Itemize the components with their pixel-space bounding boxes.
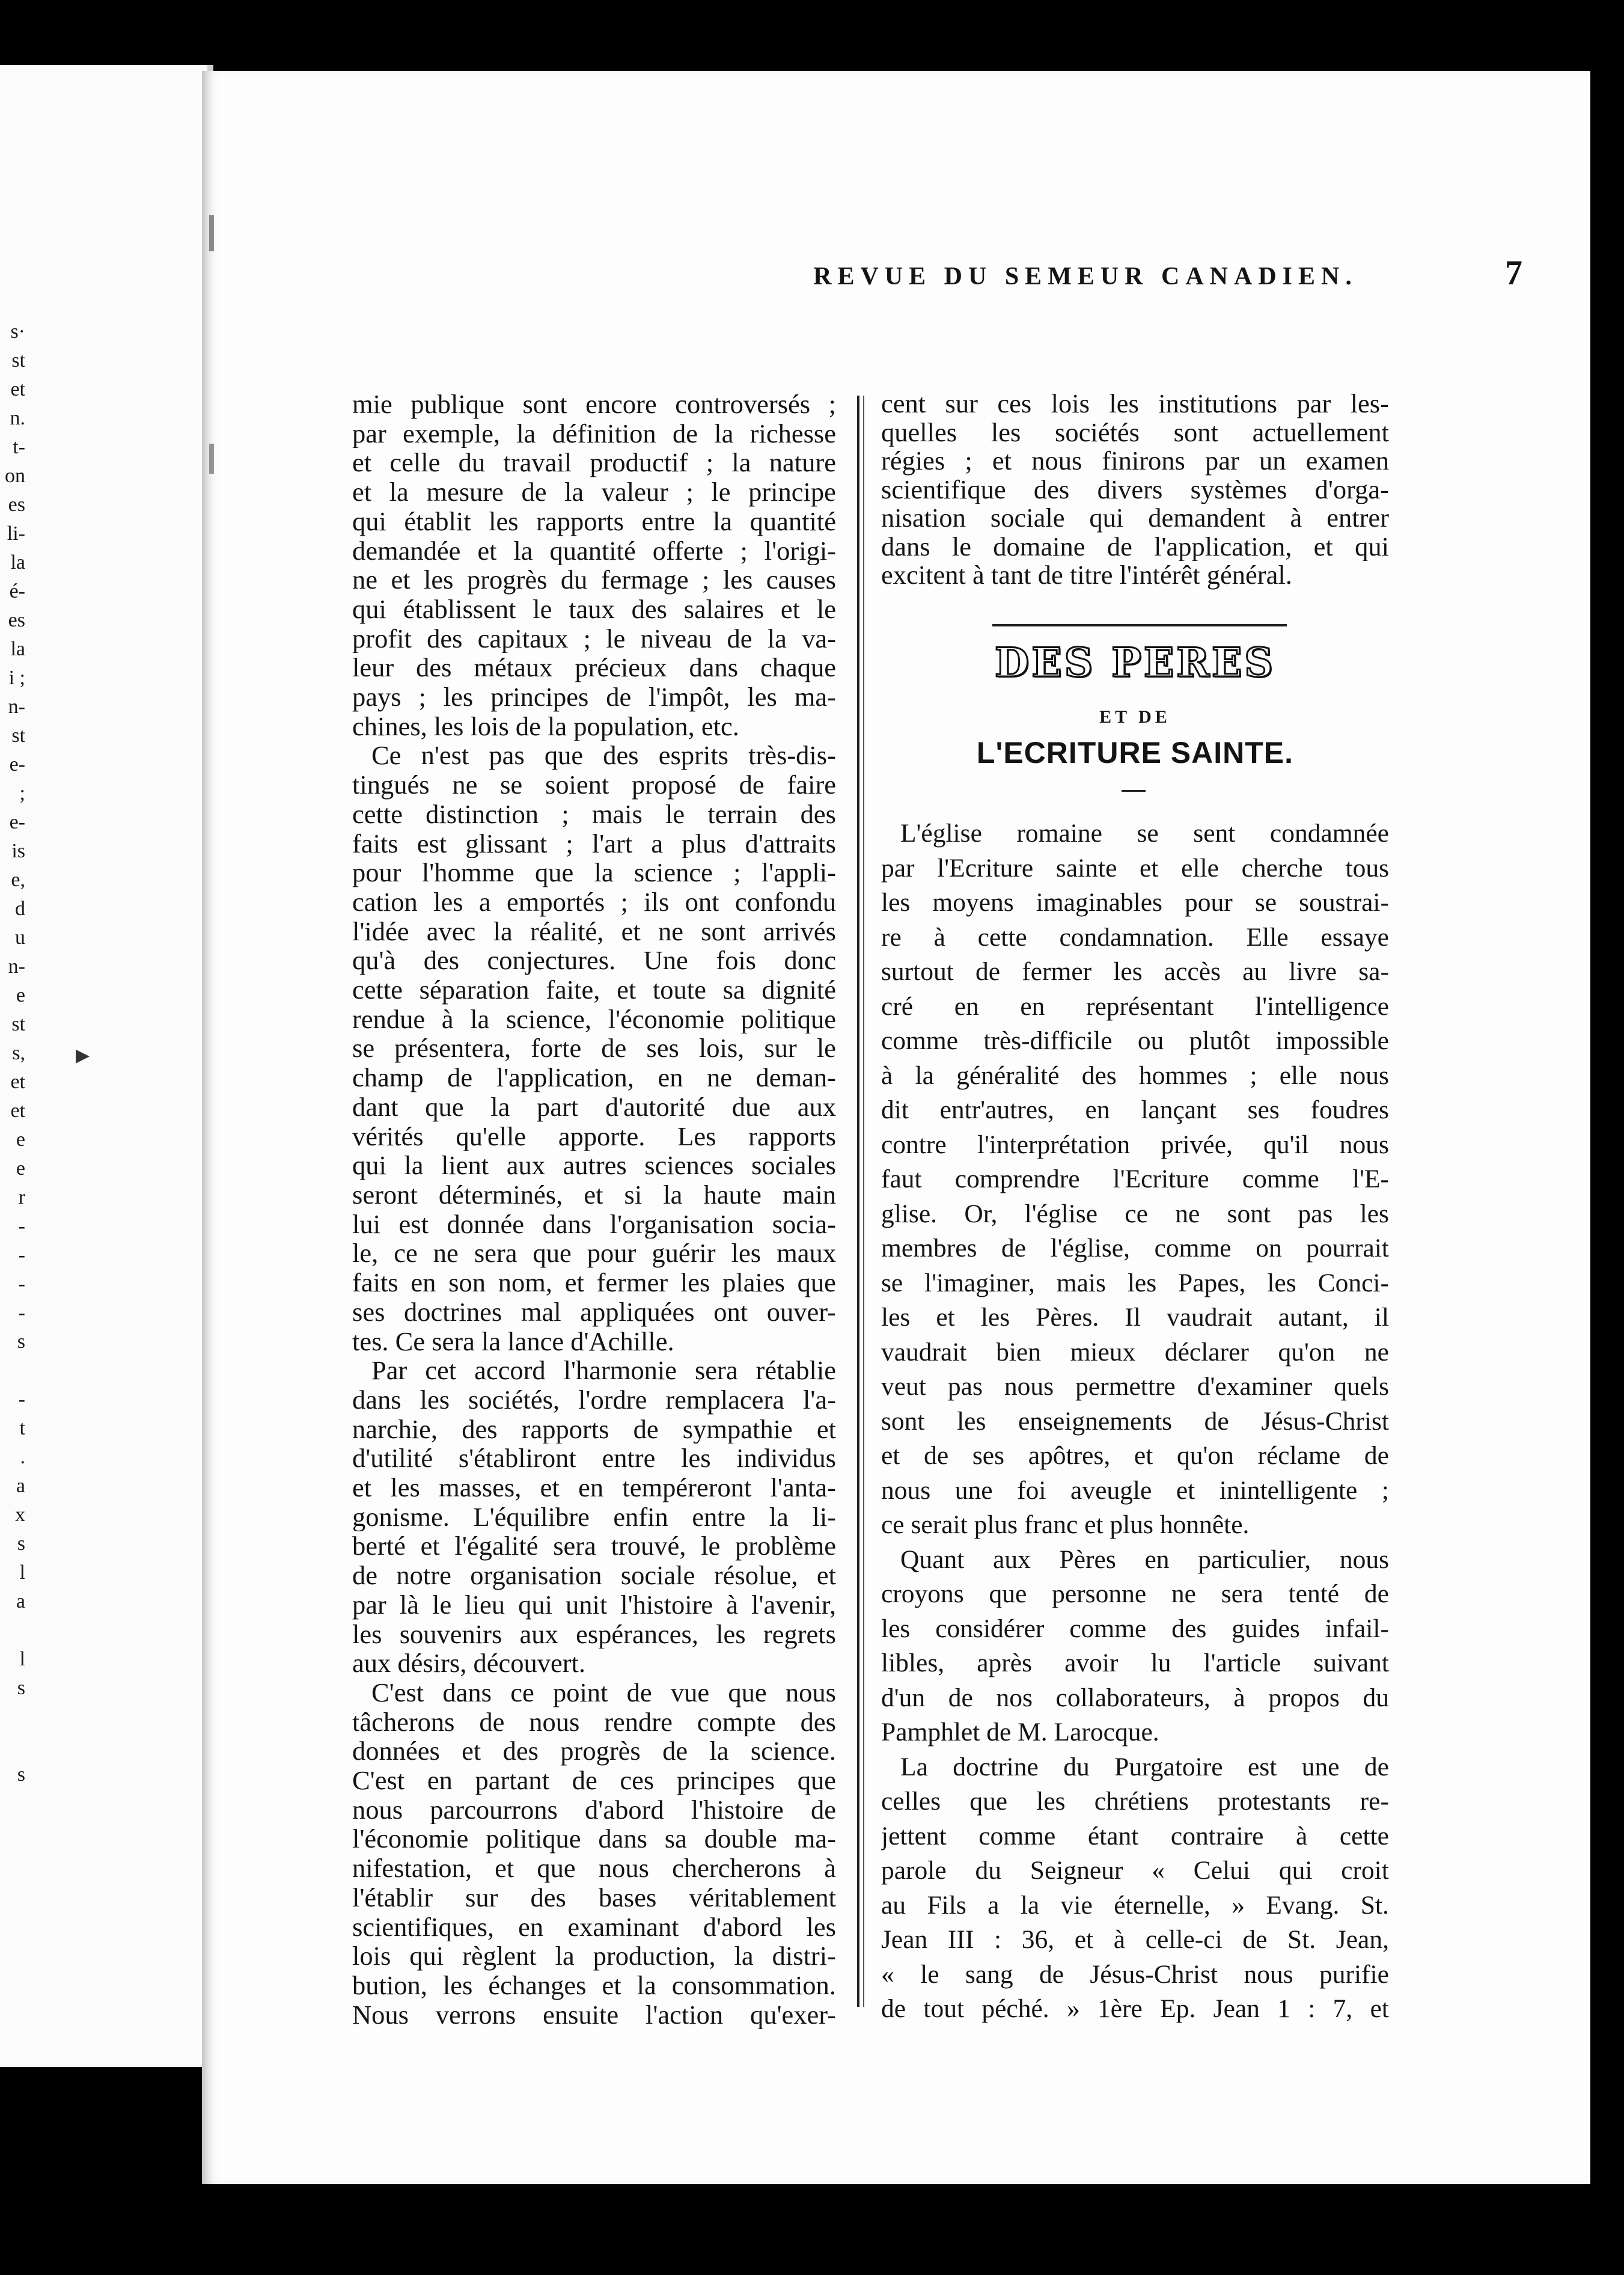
facing-page-fragment: t- <box>13 436 25 458</box>
facing-page-fragment: s <box>17 1763 25 1786</box>
article-subtitle-small: ET DE <box>1099 707 1171 727</box>
right-column <box>881 390 1389 590</box>
text-line: profit des capitaux ; le niveau de la va- <box>352 623 836 654</box>
text-line: lois qui règlent la production, la distri- <box>352 1941 836 1971</box>
column-rule-inner <box>863 396 864 2007</box>
text-line: gonisme. L'équilibre enfin entre la li- <box>352 1502 836 1532</box>
text-line: de tout péché. » 1ère Ep. Jean 1 : 7, et <box>881 1994 1389 2023</box>
running-head: REVUE DU SEMEUR CANADIEN. <box>813 263 1358 290</box>
text-line: Quant aux Pères en particulier, nous <box>900 1545 1389 1574</box>
text-line: données et des progrès de la science. <box>352 1736 836 1766</box>
text-line: dans les sociétés, l'ordre remplacera l'a- <box>352 1385 836 1415</box>
article-title: DES PERES <box>995 639 1275 686</box>
facing-page-fragment: e- <box>9 753 25 776</box>
facing-page-fragment: e, <box>11 869 25 891</box>
facing-page-fragment: d <box>15 898 25 920</box>
text-line: de notre organisation sociale résolue, et <box>352 1561 836 1590</box>
text-line: se présentera, forte de ses lois, sur le <box>352 1033 836 1064</box>
text-line: lui est donnée dans l'organisation socia- <box>352 1209 836 1239</box>
facing-page-fragment: es <box>8 609 25 631</box>
text-line: l'idée avec la réalité, et ne sont arrivés <box>352 916 836 946</box>
text-line: parole du Seigneur « Celui qui croit <box>881 1856 1389 1885</box>
text-line: Jean III : 36, et à celle-ci de St. Jean, <box>881 1925 1389 1954</box>
facing-page-fragment: st <box>11 349 25 372</box>
text-line: au Fils a la vie éternelle, » Evang. St. <box>881 1890 1389 1920</box>
facing-page-fragment: on <box>5 465 25 487</box>
text-line: croyons que personne ne sera tenté de <box>881 1579 1389 1608</box>
facing-page-fragment: li- <box>7 522 25 545</box>
text-line: ne et les progrès du fermage ; les causes <box>352 565 836 595</box>
facing-page-fragment: la <box>10 638 25 660</box>
column-rule <box>857 396 859 2007</box>
text-line: Pamphlet de M. Larocque. <box>881 1718 1159 1747</box>
text-line: et les masses, et en tempéreront l'anta- <box>352 1473 836 1502</box>
text-line: les et les Pères. Il vaudrait autant, il <box>881 1303 1389 1332</box>
text-line: d'un de nos collaborateurs, à propos du <box>881 1683 1389 1712</box>
facing-page-fragment: s, <box>12 1042 25 1064</box>
facing-page-fragment: ; <box>19 782 25 804</box>
text-line: les considérer comme des guides infail- <box>881 1614 1389 1643</box>
text-line: nifestation, et que nous chercherons à <box>352 1854 836 1883</box>
facing-page-fragment: la <box>10 551 25 574</box>
text-line: tes. Ce sera la lance d'Achille. <box>352 1326 674 1356</box>
facing-page-fragment: n- <box>8 955 25 978</box>
text-line: narchie, des rapports de sympathie et <box>352 1414 836 1444</box>
text-line: nous parcourrons d'abord l'histoire de <box>352 1795 836 1825</box>
text-line: faits en son nom, et fermer les plaies que <box>352 1268 836 1297</box>
text-line: faits est glissant ; l'art a plus d'attraits <box>352 828 836 859</box>
text-line: cette distinction ; mais le terrain des <box>352 799 836 829</box>
facing-page-fragment: e <box>16 984 25 1006</box>
text-line: le, ce ne sera que pour guérir les maux <box>352 1239 836 1269</box>
facing-page-fragment: u <box>15 926 25 949</box>
text-line: Ce n'est pas que des esprits très-dis- <box>371 741 836 771</box>
text-line: leur des métaux précieux dans chaque <box>352 653 836 683</box>
text-line: tingués ne se soient proposé de faire <box>352 770 836 800</box>
facing-page-fragment: et <box>10 1100 25 1122</box>
facing-page-fragment: e <box>16 1128 25 1151</box>
text-line: faut comprendre l'Ecriture comme l'E- <box>881 1165 1389 1193</box>
section-divider <box>992 624 1287 626</box>
facing-page-fragment: l <box>19 1648 25 1670</box>
title-underline <box>1122 790 1146 792</box>
text-line: qui la lient aux autres sciences sociales <box>352 1151 836 1180</box>
text-line: cette séparation faite, et toute sa dignité <box>352 975 836 1005</box>
facing-page-fragment: r <box>18 1186 25 1208</box>
text-line: quelles les sociétés sont actuellement <box>881 418 1389 447</box>
text-line: ses doctrines mal appliquées ont ouver- <box>352 1297 836 1327</box>
text-line: par là le lieu qui unit l'histoire à l'avenir, <box>352 1590 836 1620</box>
article-subtitle: L'ECRITURE SAINTE. <box>976 736 1294 770</box>
facing-page-fragment: st <box>11 724 25 747</box>
facing-page-fragment: n. <box>10 407 25 429</box>
facing-page-fragment: s <box>17 1677 25 1699</box>
facing-page-fragment: a <box>16 1475 25 1497</box>
text-line: scientifiques, en examinant d'abord les <box>352 1912 836 1942</box>
text-line: à la généralité des hommes ; elle nous <box>881 1061 1389 1090</box>
facing-page-fragment: s <box>17 1330 25 1353</box>
facing-page-fragment: et <box>10 1071 25 1093</box>
text-line: C'est dans ce point de vue que nous <box>371 1677 836 1707</box>
text-line: pays ; les principes de l'impôt, les ma- <box>352 682 836 712</box>
text-line: ce serait plus franc et plus honnête. <box>881 1510 1250 1539</box>
text-line: L'église romaine se sent condamnée <box>900 819 1389 848</box>
text-line: bution, les échanges et la consommation. <box>352 1970 836 2000</box>
text-line: « le sang de Jésus-Christ nous purifie <box>881 1959 1389 1989</box>
text-line: les souvenirs aux espérances, les regrets <box>352 1619 836 1649</box>
text-line: membres de l'église, comme on pourrait <box>881 1234 1389 1263</box>
text-line: Par cet accord l'harmonie sera rétablie <box>371 1356 836 1385</box>
margin-mark: ▶ <box>76 1046 90 1065</box>
text-line: chines, les lois de la population, etc. <box>352 711 739 741</box>
text-line: cré en en représentant l'intelligence <box>881 991 1389 1021</box>
text-line: rendue à la science, l'économie politique <box>352 1004 836 1034</box>
text-line: cation les a emportés ; ils ont confondu <box>352 887 836 917</box>
text-line: qui établit les rapports entre la quantité <box>352 506 836 536</box>
text-line: nisation sociale qui demandent à entrer <box>881 504 1389 533</box>
facing-page-fragment: - <box>18 1244 25 1266</box>
text-line: berté et l'égalité sera trouvé, le problème <box>352 1531 836 1561</box>
text-line: surtout de fermer les accès au livre sa- <box>881 957 1389 986</box>
text-line: demandée et la quantité offerte ; l'origi- <box>352 536 836 566</box>
text-line: se l'imaginer, mais les Papes, les Conci- <box>881 1268 1389 1297</box>
text-line: champ de l'application, en ne deman- <box>352 1063 836 1092</box>
text-line: l'économie politique dans sa double ma- <box>352 1824 836 1854</box>
text-line: les moyens imaginables pour se soustrai- <box>881 888 1389 917</box>
text-line: dant que la part d'autorité due aux <box>352 1092 836 1122</box>
text-line: tâcherons de nous rendre compte des <box>352 1707 836 1737</box>
text-line: mie publique sont encore controversés ; <box>352 390 836 419</box>
text-line: comme très-difficile ou plutôt impossible <box>881 1026 1389 1055</box>
text-line: excitent à tant de titre l'intérêt général. <box>881 561 1292 590</box>
left-column <box>352 390 836 2029</box>
text-line: par l'Ecriture sainte et elle cherche tous <box>881 853 1389 883</box>
text-line: libles, après avoir lu l'article suivant <box>881 1649 1389 1677</box>
text-line: régies ; et nous finirons par un examen <box>881 447 1389 476</box>
facing-page-fragment: - <box>18 1273 25 1295</box>
right-column-intro <box>881 390 1389 590</box>
text-line: La doctrine du Purgatoire est une de <box>900 1752 1389 1781</box>
binding-shadow <box>209 215 214 2163</box>
text-line: nous une foi aveugle et inintelligente ; <box>881 1475 1389 1505</box>
text-line: re à cette condamnation. Elle essaye <box>881 922 1389 952</box>
text-line: vérités qu'elle apporte. Les rapports <box>352 1121 836 1151</box>
facing-page-fragment: l <box>19 1561 25 1584</box>
text-line: pour l'homme que la science ; l'appli- <box>352 858 836 887</box>
text-line: veut pas nous permettre d'examiner quels <box>881 1372 1389 1401</box>
text-line: qu'à des conjectures. Une fois donc <box>352 946 836 976</box>
facing-page-fragment: . <box>20 1446 25 1468</box>
facing-page-fragment: es <box>8 494 25 516</box>
text-line: contre l'interprétation privée, qu'il nous <box>881 1130 1389 1159</box>
facing-page-fragment: et <box>10 378 25 400</box>
facing-page-fragment: t <box>19 1417 25 1439</box>
text-line: dans le domaine de l'application, et qui <box>881 532 1389 561</box>
text-line: C'est en partant de ces principes que <box>352 1766 836 1795</box>
page-number: 7 <box>1505 253 1522 292</box>
text-line: celles que les chrétiens protestants re- <box>881 1787 1389 1816</box>
text-line: sont les enseignements de Jésus-Christ <box>881 1406 1389 1436</box>
facing-page-fragment: e- <box>9 811 25 833</box>
facing-page-fragment: e <box>16 1157 25 1180</box>
text-line: et de ses apôtres, et qu'on réclame de <box>881 1441 1389 1470</box>
text-line: seront déterminés, et si la haute main <box>352 1180 836 1210</box>
text-line: et la mesure de la valeur ; le principe <box>352 477 836 507</box>
text-line: cent sur ces lois les institutions par les- <box>881 390 1389 418</box>
text-line: scientifique des divers systèmes d'orga- <box>881 475 1389 504</box>
facing-page-fragment: n- <box>8 696 25 718</box>
facing-page-fragment: is <box>11 840 25 862</box>
facing-page-fragment: - <box>18 1215 25 1237</box>
text-line: et celle du travail productif ; la nature <box>352 448 836 478</box>
text-line: qui établissent le taux des salaires et le <box>352 594 836 624</box>
facing-page-fragment: - <box>18 1388 25 1410</box>
text-line: aux désirs, découvert. <box>352 1649 586 1678</box>
book-page <box>76 71 1590 2184</box>
facing-page-fragment: a <box>16 1590 25 1612</box>
facing-page-fragment: s· <box>10 320 25 343</box>
facing-page-fragment: - <box>18 1302 25 1324</box>
article-body <box>881 816 1389 2027</box>
facing-page-fragment: st <box>11 1013 25 1035</box>
text-line: l'établir sur des bases véritablement <box>352 1882 836 1912</box>
facing-page-fragment: s <box>17 1532 25 1555</box>
text-line: jettent comme étant contraire à cette <box>881 1821 1389 1851</box>
text-line: par exemple, la définition de la richesse <box>352 418 836 449</box>
facing-page-fragment: i ; <box>8 667 25 689</box>
text-line: glise. Or, l'église ce ne sont pas les <box>881 1199 1389 1228</box>
facing-page-edge <box>0 65 213 2067</box>
facing-page-fragment: é- <box>9 580 25 602</box>
text-line: d'utilité s'établiront entre les individus <box>352 1444 836 1474</box>
facing-page-fragment: x <box>15 1504 25 1526</box>
text-line: vaudrait bien mieux déclarer qu'on ne <box>881 1337 1389 1367</box>
text-line: Nous verrons ensuite l'action qu'exer- <box>352 2000 836 2030</box>
text-line: dit entr'autres, en lançant ses foudres <box>881 1095 1389 1124</box>
